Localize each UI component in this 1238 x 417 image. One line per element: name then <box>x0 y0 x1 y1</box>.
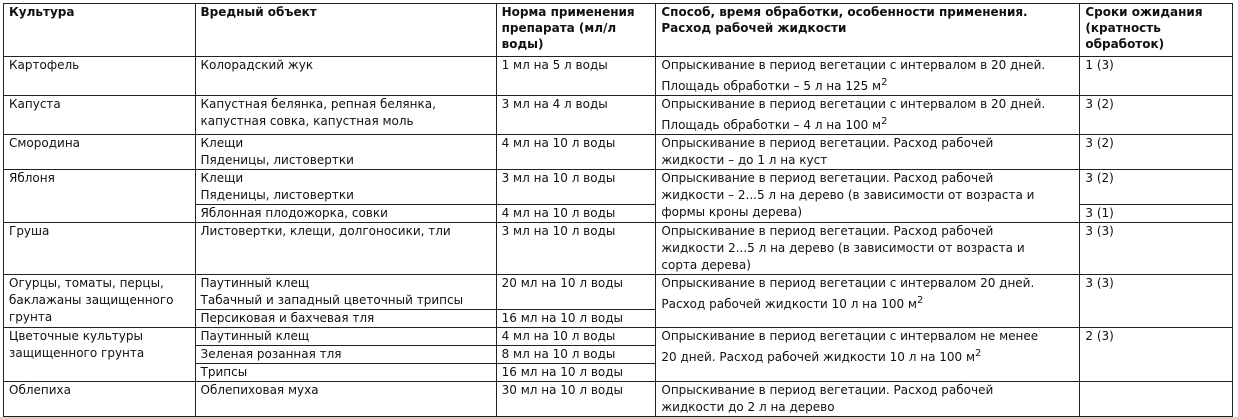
method-line: формы кроны дерева) <box>661 205 803 219</box>
method-line <box>661 74 1079 95</box>
table-row <box>4 57 1233 96</box>
rate-text: 4 мл на 10 л воды <box>501 206 616 220</box>
rate-text: 3 мл на 4 л воды <box>501 97 608 111</box>
header-wait: Сроки ожидания (кратность обработок) <box>1080 4 1233 57</box>
method-cell <box>656 135 1080 170</box>
culture-text: Смородина <box>9 136 81 150</box>
method-text: Площадь обработки – 5 л на 125 м <box>661 79 882 93</box>
rate-text: 16 мл на 10 л воды <box>501 365 623 379</box>
header-row <box>4 4 1233 57</box>
rate-cell <box>496 135 656 170</box>
rate-cell <box>496 328 656 346</box>
pest-cell <box>195 135 496 170</box>
culture-cell <box>4 382 196 417</box>
culture-line: баклажаны защищенного <box>9 293 174 307</box>
rate-cell <box>496 223 656 275</box>
method-line: Опрыскивание в период вегетации. Расход рабочей <box>661 171 994 185</box>
table-row <box>4 223 1233 275</box>
method-cell <box>656 328 1080 382</box>
pest-cell <box>195 328 496 346</box>
method-line: сорта дерева) <box>661 258 751 272</box>
wait-text: 3 (3) <box>1085 276 1114 290</box>
culture-cell <box>4 170 196 223</box>
wait-text: 3 (2) <box>1085 97 1114 111</box>
table-row <box>4 170 1233 205</box>
culture-text: Картофель <box>9 58 80 72</box>
culture-text: Яблоня <box>9 171 55 185</box>
rate-text: 4 мл на 10 л воды <box>501 136 616 150</box>
superscript: 2 <box>916 295 924 306</box>
pest-line: Табачный и западный цветочный трипсы <box>200 293 464 307</box>
method-cell <box>656 57 1080 96</box>
rate-cell <box>496 96 656 135</box>
culture-cell <box>4 275 196 328</box>
header-pest: Вредный объект <box>195 4 496 57</box>
method-line <box>661 113 1079 134</box>
pest-line: Клещи <box>200 171 244 185</box>
culture-line: защищенного грунта <box>9 346 145 360</box>
pest-cell <box>195 382 496 417</box>
wait-cell <box>1080 135 1233 170</box>
pest-cell <box>195 275 496 310</box>
rate-cell <box>496 275 656 310</box>
wait-text: 3 (3) <box>1085 224 1114 238</box>
method-line: Опрыскивание в период вегетации с интервалом не менее <box>661 329 1039 343</box>
method-text: 20 дней. Расход рабочей жидкости 10 л на 100 м <box>661 350 976 364</box>
pest-cell <box>195 346 496 364</box>
method-line: жидкости – до 1 л на куст <box>661 153 828 167</box>
rate-cell <box>496 170 656 205</box>
culture-line: Огурцы, томаты, перцы, <box>9 276 164 290</box>
method-line: Опрыскивание в период вегетации с интервалом в 20 дней. <box>661 97 1046 111</box>
method-line: жидкости – 2...5 л на дерево (в зависимости от возраста и <box>661 188 1035 202</box>
pest-text: Облепиховая муха <box>200 383 319 397</box>
culture-text: Груша <box>9 224 50 238</box>
rate-cell <box>496 346 656 364</box>
method-line: Опрыскивание в период вегетации. Расход рабочей <box>661 136 994 150</box>
pest-line: Клещи <box>200 136 244 150</box>
pest-text: Листовертки, клещи, долгоносики, тли <box>200 224 451 238</box>
pest-text: Колорадский жук <box>200 58 314 72</box>
rate-text: 3 мл на 10 л воды <box>501 224 616 238</box>
pest-line: капустная совка, капустная моль <box>200 114 414 128</box>
method-text: Расход рабочей жидкости 10 л на 100 м <box>661 297 917 311</box>
pest-text: Персиковая и бахчевая тля <box>200 311 375 325</box>
method-line: Опрыскивание в период вегетации. Расход рабочей <box>661 224 994 238</box>
culture-cell <box>4 135 196 170</box>
rate-text: 20 мл на 10 л воды <box>501 276 623 290</box>
wait-cell <box>1080 328 1233 382</box>
pest-line: Пяденицы, листовертки <box>200 188 354 202</box>
rate-text: 30 мл на 10 л воды <box>501 383 623 397</box>
rate-text: 1 мл на 5 л воды <box>501 58 608 72</box>
rate-text: 3 мл на 10 л воды <box>501 171 616 185</box>
pest-text: Яблонная плодожорка, совки <box>200 206 388 220</box>
wait-text: 1 (3) <box>1085 58 1114 72</box>
culture-line: Цветочные культуры <box>9 329 143 343</box>
wait-cell <box>1080 275 1233 328</box>
culture-text: Капуста <box>9 97 61 111</box>
pest-text: Паутинный клещ <box>200 329 310 343</box>
rate-text: 4 мл на 10 л воды <box>501 329 616 343</box>
method-cell <box>656 96 1080 135</box>
pest-cell <box>195 57 496 96</box>
table-row <box>4 135 1233 170</box>
pest-cell <box>195 170 496 205</box>
rate-cell <box>496 57 656 96</box>
rate-cell <box>496 382 656 417</box>
culture-text: Облепиха <box>9 383 71 397</box>
table-row <box>4 96 1233 135</box>
pesticide-table <box>3 3 1233 417</box>
method-line: Опрыскивание в период вегетации. Расход рабочей <box>661 383 994 397</box>
pest-line: Паутинный клещ <box>200 276 310 290</box>
table-row <box>4 328 1233 346</box>
wait-text: 3 (2) <box>1085 171 1114 185</box>
wait-text: 3 (2) <box>1085 136 1114 150</box>
header-rate: Норма применения препарата (мл/л воды) <box>496 4 656 57</box>
pest-text: Зеленая розанная тля <box>200 347 342 361</box>
method-text: Площадь обработки – 4 л на 100 м <box>661 118 882 132</box>
method-cell <box>656 382 1080 417</box>
method-line: Опрыскивание в период вегетации с интервалом 20 дней. <box>661 276 1035 290</box>
pest-cell <box>195 310 496 328</box>
wait-cell <box>1080 57 1233 96</box>
method-line <box>661 292 1079 313</box>
superscript: 2 <box>881 77 888 88</box>
culture-cell <box>4 96 196 135</box>
rate-cell <box>496 205 656 223</box>
method-line: жидкости до 2 л на дерево <box>661 400 835 414</box>
rate-cell <box>496 310 656 328</box>
table-row <box>4 382 1233 417</box>
method-line <box>661 345 1079 366</box>
header-method: Способ, время обработки, особенности применения. Расход рабочей жидкости <box>656 4 1080 57</box>
header-culture: Культура <box>4 4 196 57</box>
pest-cell <box>195 364 496 382</box>
wait-cell <box>1080 170 1233 205</box>
culture-cell <box>4 223 196 275</box>
wait-cell <box>1080 96 1233 135</box>
pest-cell <box>195 96 496 135</box>
rate-cell <box>496 364 656 382</box>
wait-text: 2 (3) <box>1085 329 1114 343</box>
wait-cell <box>1080 382 1233 417</box>
pest-line: Капустная белянка, репная белянка, <box>200 97 436 111</box>
wait-cell <box>1080 205 1233 223</box>
method-cell <box>656 223 1080 275</box>
culture-cell <box>4 328 196 382</box>
pest-cell <box>195 205 496 223</box>
culture-cell <box>4 57 196 96</box>
method-line: Опрыскивание в период вегетации с интервалом в 20 дней. <box>661 58 1046 72</box>
culture-line: грунта <box>9 310 53 324</box>
pest-line: Пяденицы, листовертки <box>200 153 354 167</box>
method-line: жидкости 2...5 л на дерево (в зависимости от возраста и <box>661 241 1025 255</box>
pest-cell <box>195 223 496 275</box>
wait-cell <box>1080 223 1233 275</box>
rate-text: 16 мл на 10 л воды <box>501 311 623 325</box>
rate-text: 8 мл на 10 л воды <box>501 347 616 361</box>
pest-text: Трипсы <box>200 365 248 379</box>
superscript: 2 <box>975 348 982 359</box>
method-cell <box>656 170 1080 223</box>
table-row <box>4 275 1233 310</box>
method-cell <box>656 275 1080 328</box>
wait-text: 3 (1) <box>1085 206 1114 220</box>
superscript: 2 <box>881 116 888 127</box>
